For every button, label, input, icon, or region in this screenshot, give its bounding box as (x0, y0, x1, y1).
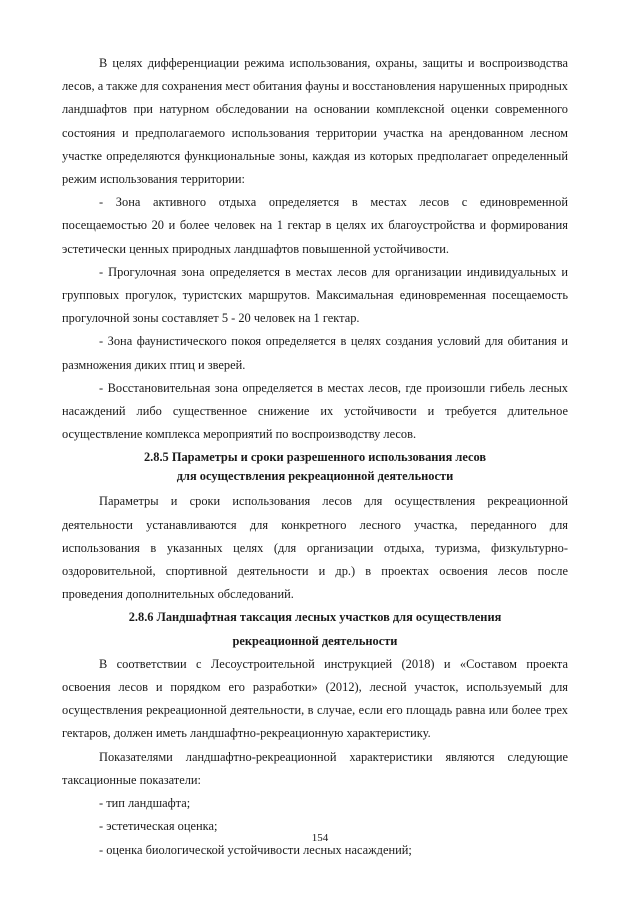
paragraph-params: Параметры и сроки использования лесов для осуществления рекреационной деятельности устанавливаются для конкретного лесного участка, переданного для использования в указанных целях (для организации отдыха, туризма, физкультурно-оздоровительной, спортивной деятельности и др.) в проектах освоения лесов после проведения дополнительных обследований. (62, 494, 568, 602)
paragraph-zone-fauna: - Зона фаунистического покоя определяется в целях создания условий для обитания и размножения диких птиц и зверей. (62, 334, 568, 372)
page-number: 154 (311, 832, 329, 844)
list-item: - тип ландшафта; (99, 796, 191, 811)
document-page (62, 52, 568, 862)
paragraph-intro: В целях дифференциации режима использования, охраны, защиты и воспроизводства лесов, а также для сохранения мест обитания фауны и восстановления нарушенных природных ландшафтов при натурном обследовании на основании комплексной оценки современного состояния и предполагаемого использования территории участка на арендованном лесном участке определяются функциональные зоны, каждая из которых предполагает определенный режим использования территории: (62, 56, 568, 187)
paragraph-zone-walk: - Прогулочная зона определяется в местах лесов для организации индивидуальных и групповых прогулок, туристских маршрутов. Максимальная единовременная посещаемость прогулочной зоны составляет 5 - 20 человек на 1 гектар. (62, 264, 568, 326)
paragraph-regulation: В соответствии с Лесоустроительной инструкцией (2018) и «Составом проекта освоения лесов и порядком его разработки» (2012), лесной участок, используемый для осуществления рекреационной деятельности, в случае, если его площадь равна или более трех гектаров, должен иметь ландшафтно-рекреационную характеристику. (62, 656, 568, 741)
section-heading-2-8-6 (62, 606, 568, 652)
heading-line: 2.8.5 Параметры и сроки разрешенного использования лесов (143, 450, 487, 465)
paragraph-zone-active: - Зона активного отдыха определяется в местах лесов с единовременной посещаемостью 20 и более человек на 1 гектар в целях их благоустройства и формирования эстетически ценных природных ландшафтов повышенной устойчивости. (62, 195, 568, 256)
heading-line: для осуществления рекреационной деятельности (176, 469, 454, 484)
list-item: - эстетическая оценка; (99, 819, 218, 834)
heading-line: рекреационной деятельности (232, 633, 398, 648)
list-item: - оценка биологической устойчивости лесных насаждений; (99, 842, 412, 857)
paragraph-zone-restore: - Восстановительная зона определяется в местах лесов, где произошли гибель лесных насаждений либо существенное снижение их устойчивости и требуется длительное осуществление комплекса мероприятий по воспроизводству лесов. (62, 380, 568, 442)
section-heading-2-8-5 (62, 448, 568, 486)
heading-line: 2.8.6 Ландшафтная таксация лесных участков для осуществления (128, 610, 502, 625)
paragraph-indicators-intro: Показателями ландшафтно-рекреационной характеристики являются следующие таксационные показатели: (62, 749, 568, 787)
